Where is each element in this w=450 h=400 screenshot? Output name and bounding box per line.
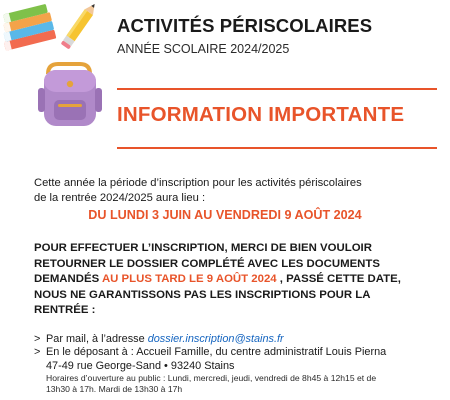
registration-notice [34, 241, 434, 319]
email-link[interactable]: dossier.inscription@stains.fr [147, 333, 284, 345]
intro-paragraph [34, 176, 434, 205]
deadline-highlight: AU PLUS TARD LE 9 AOÛT 2024 [101, 273, 277, 286]
bullet-chevron-icon: > [34, 333, 41, 345]
mail-prefix: Par mail, à l’adresse [46, 333, 148, 345]
list-item-mail [34, 333, 444, 346]
important-heading: INFORMATION IMPORTANTE [117, 103, 405, 126]
notice-line-2: RETOURNER LE DOSSIER COMPLÉTÉ AVEC LES DOCUMENTS [34, 257, 380, 270]
school-year-subtitle: ANNÉE SCOLAIRE 2024/2025 [117, 42, 290, 56]
opening-hours-line-2: 13h30 à 17h. Mardi de 13h30 à 17h [46, 384, 183, 395]
notice-line-5: RENTRÉE : [34, 304, 96, 317]
deposit-address: 47-49 rue George-Sand • 93240 Stains [46, 359, 235, 372]
bottom-divider [117, 147, 437, 149]
page-title: ACTIVITÉS PÉRISCOLAIRES [117, 15, 373, 36]
list-item-deposit [34, 346, 444, 359]
deposit-line-1: En le déposant à : Accueil Famille, du centre administratif Louis Pierna [46, 346, 387, 359]
notice-line-1: POUR EFFECTUER L’INSCRIPTION, MERCI DE BIEN VOULOIR [34, 242, 372, 254]
submission-methods-list [34, 333, 444, 395]
notice-line-3-before: DEMANDÉS [34, 273, 102, 286]
bullet-chevron-icon: > [34, 346, 41, 359]
notice-line-3 [34, 272, 434, 288]
registration-dates: DU LUNDI 3 JUIN AU VENDREDI 9 AOÛT 2024 [88, 208, 362, 222]
intro-line-2: de la rentrée 2024/2025 aura lieu : [34, 191, 206, 204]
books-icon [0, 3, 56, 51]
backpack-icon [38, 64, 102, 126]
school-illustration [0, 0, 112, 132]
pencil-icon [61, 1, 99, 49]
notice-line-4: NOUS NE GARANTISSONS PAS LES INSCRIPTIONS POUR LA [34, 288, 371, 301]
intro-line-1: Cette année la période d’inscription pour les activités périscolaires [34, 177, 362, 189]
notice-line-3-after: , PASSÉ CETTE DATE, [276, 273, 401, 286]
opening-hours-line-1: Horaires d’ouverture au public : Lundi, mercredi, jeudi, vendredi de 8h45 à 12h15 et de [46, 373, 377, 384]
top-divider [117, 88, 437, 90]
